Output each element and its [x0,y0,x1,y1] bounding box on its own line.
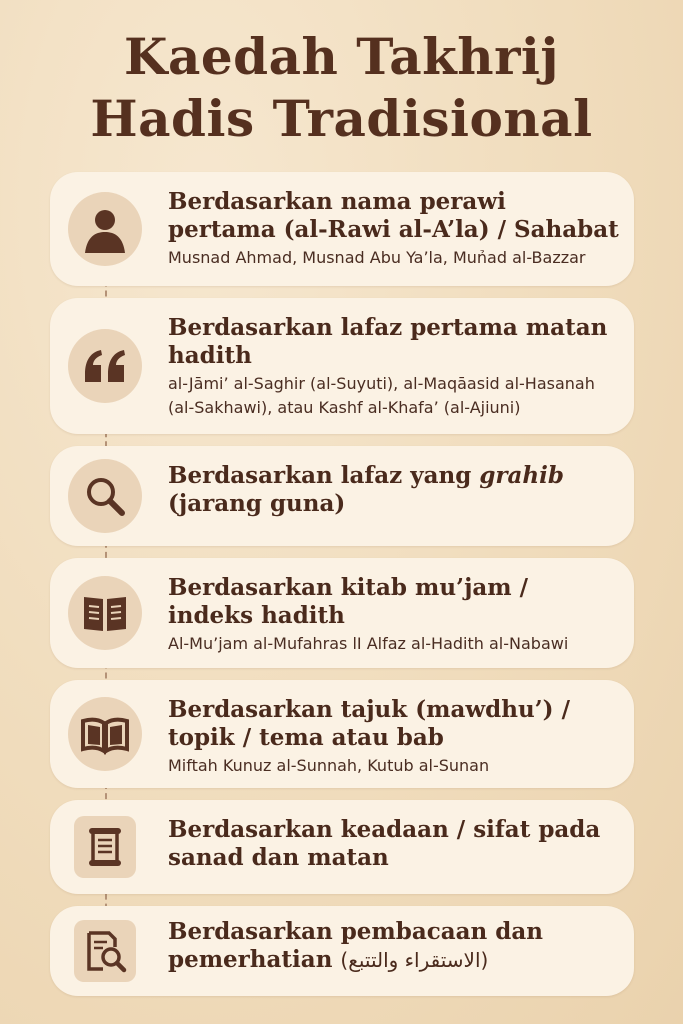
method-heading: Berdasarkan lafaz pertama matan hadith [168,314,608,369]
method-examples: Musnad Ahmad, Musnad Abu Ya’la, Mun̉ad al-Bazzar [168,248,586,267]
method-card-lafaz-pertama [50,298,634,434]
method-heading: Berdasarkan tajuk (mawdhu’) / topik / tema atau bab [168,696,570,751]
heading-emphasis: grahib [479,462,564,489]
method-card-tajuk [50,680,634,788]
method-heading: Berdasarkan keadaan / sifat pada sanad dan matan [168,816,601,871]
heading-main: Berdasarkan pembacaan dan pemerhatian [168,918,543,973]
title-line-1: Kaedah Takhrij [123,27,560,86]
method-heading [168,918,620,974]
method-heading: Berdasarkan kitab mu’jam / indeks hadith [168,574,529,629]
person-icon [68,192,142,266]
method-heading: Berdasarkan nama perawi pertama (al-Rawi al-A’la) / Sahabat [168,188,619,243]
scroll-icon [74,816,136,878]
book-icon [68,576,142,650]
method-card-rawi [50,172,634,286]
search-icon [68,459,142,533]
method-card-sanad-matan [50,800,634,894]
heading-arabic: (الاستقراء والتتبع) [340,948,489,972]
heading-main: Berdasarkan lafaz yang [168,462,480,489]
document-search-icon [74,920,136,982]
method-examples: Al-Mu’jam al-Mufahras lI Alfaz al-Hadith al-Nabawi [168,634,569,653]
title-line-2: Hadis Tradisional [90,89,593,148]
method-examples: al-Jāmi’ al-Saghir (al-Suyuti), al-Maqāasid al-Hasanah (al-Sakhawi), atau Kashf al-Khafa’ (al-Ajiuni) [168,374,595,417]
method-heading [168,462,620,518]
method-examples: Miftah Kunuz al-Sunnah, Kutub al-Sunan [168,756,490,775]
method-card-lafaz-gharib [50,446,634,546]
method-card-pembacaan [50,906,634,996]
quote-icon [68,329,142,403]
open-book-icon [68,697,142,771]
page-title [0,26,683,150]
method-card-mujam [50,558,634,668]
heading-tail: (jarang guna) [168,490,346,517]
